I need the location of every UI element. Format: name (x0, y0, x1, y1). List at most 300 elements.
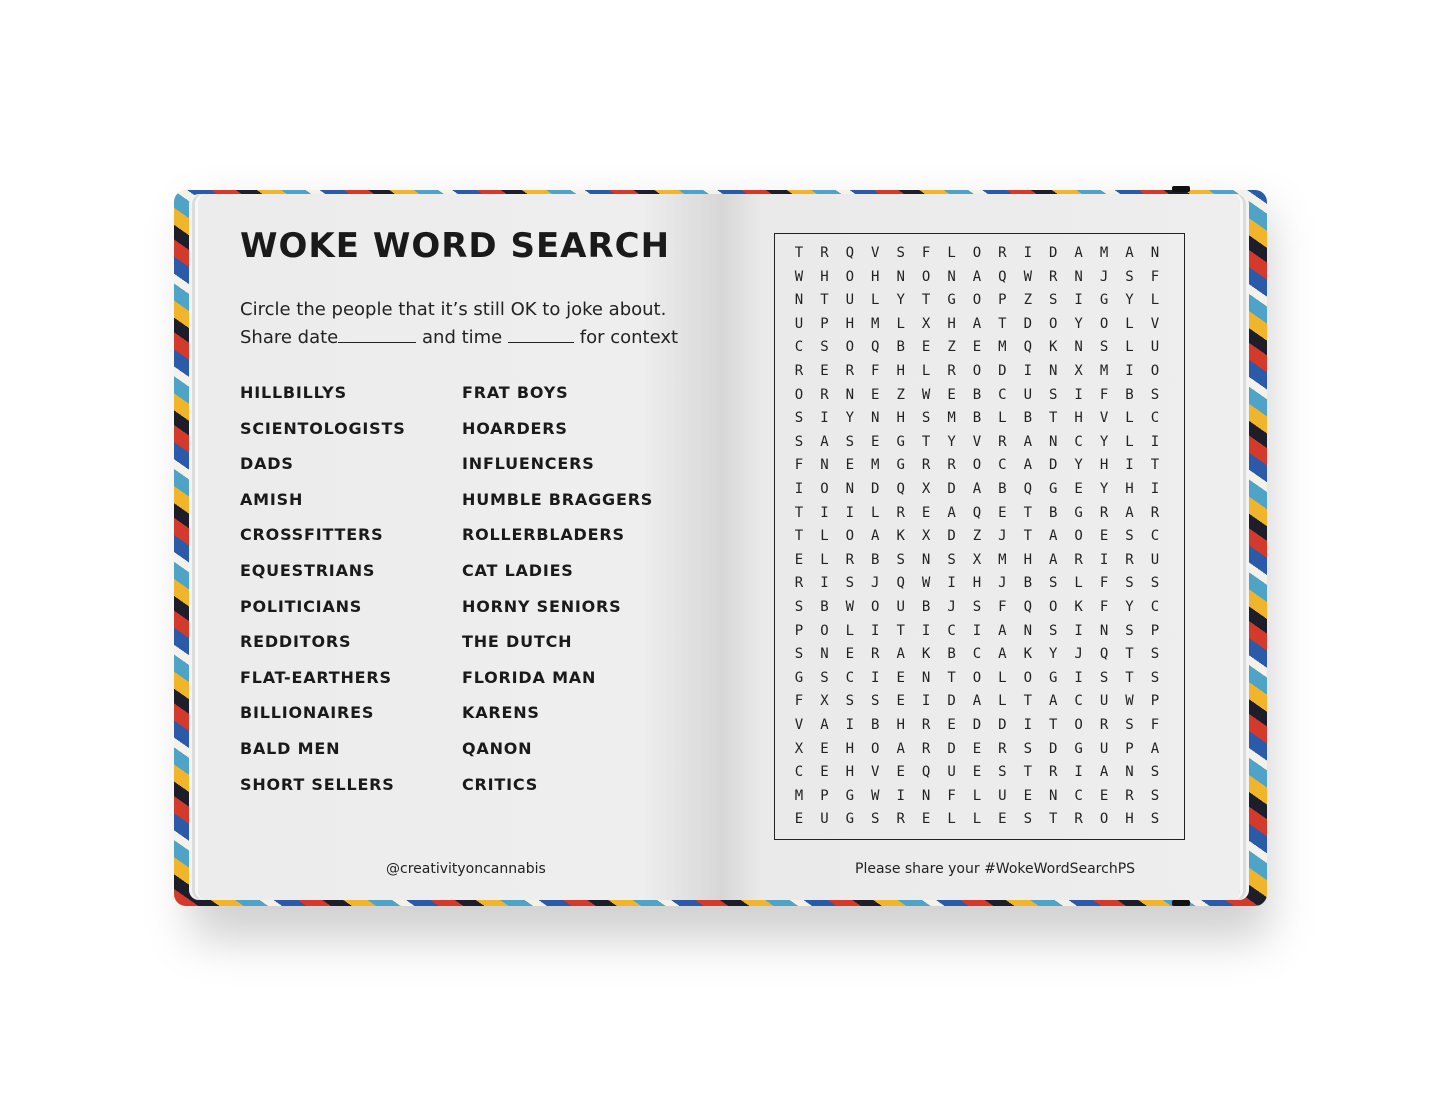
grid-letter[interactable]: U (998, 787, 1007, 804)
grid-letter[interactable]: O (972, 363, 982, 379)
grid-letter[interactable]: N (921, 787, 931, 804)
grid-letter[interactable]: D (1049, 740, 1058, 757)
grid-letter[interactable]: I (871, 669, 880, 686)
grid-letter[interactable]: U (1023, 386, 1033, 403)
grid-letter[interactable]: Y (1125, 599, 1134, 615)
grid-letter[interactable]: R (921, 717, 931, 733)
grid-letter[interactable]: B (896, 339, 905, 356)
grid-letter[interactable]: D (947, 528, 956, 545)
grid-letter[interactable]: A (972, 481, 982, 497)
grid-letter[interactable]: I (1125, 363, 1134, 379)
grid-letter[interactable]: Y (1074, 315, 1083, 332)
grid-letter[interactable]: L (1150, 292, 1160, 309)
grid-letter[interactable]: S (972, 599, 982, 615)
grid-letter[interactable]: S (1049, 292, 1058, 309)
grid-letter[interactable]: V (871, 245, 880, 261)
grid-letter[interactable]: Q (871, 339, 880, 356)
grid-letter[interactable]: S (871, 811, 880, 828)
grid-letter[interactable]: C (1074, 433, 1083, 450)
grid-letter[interactable]: O (1049, 315, 1058, 332)
grid-letter[interactable]: Q (921, 764, 931, 781)
grid-letter[interactable]: I (1074, 386, 1083, 403)
grid-letter[interactable]: Q (1099, 646, 1109, 663)
grid-letter[interactable]: T (947, 669, 956, 686)
grid-letter[interactable]: D (972, 717, 982, 733)
grid-letter[interactable]: L (896, 315, 905, 332)
grid-letter[interactable]: O (1150, 363, 1160, 379)
grid-letter[interactable]: Y (896, 292, 905, 309)
grid-letter[interactable]: E (820, 363, 829, 379)
grid-letter[interactable]: E (1074, 481, 1083, 497)
grid-letter[interactable]: F (1150, 717, 1160, 733)
grid-letter[interactable]: L (998, 410, 1007, 427)
grid-letter[interactable]: S (845, 575, 855, 592)
grid-letter[interactable]: H (845, 764, 855, 781)
grid-letter[interactable]: H (1074, 410, 1083, 427)
grid-letter[interactable]: G (1049, 669, 1058, 686)
grid-letter[interactable]: L (845, 622, 855, 639)
grid-letter[interactable]: E (972, 339, 982, 356)
grid-letter[interactable]: D (998, 363, 1007, 379)
grid-letter[interactable]: S (845, 693, 855, 710)
grid-letter[interactable]: G (896, 457, 905, 474)
grid-letter[interactable]: W (871, 787, 880, 804)
grid-letter[interactable]: O (1099, 811, 1109, 828)
grid-letter[interactable]: I (1150, 433, 1160, 450)
grid-letter[interactable]: I (921, 622, 931, 639)
grid-letter[interactable]: T (820, 292, 829, 309)
grid-letter[interactable]: U (947, 764, 956, 781)
grid-letter[interactable]: R (1125, 551, 1134, 568)
grid-letter[interactable]: S (794, 433, 804, 450)
grid-letter[interactable]: R (998, 740, 1007, 757)
grid-letter[interactable]: O (845, 268, 855, 285)
grid-letter[interactable]: T (794, 245, 804, 261)
grid-letter[interactable]: A (1074, 245, 1083, 261)
grid-letter[interactable]: O (972, 245, 982, 261)
grid-letter[interactable]: E (896, 764, 905, 781)
grid-letter[interactable]: X (794, 740, 804, 757)
grid-letter[interactable]: L (1125, 410, 1134, 427)
grid-letter[interactable]: O (845, 528, 855, 545)
grid-letter[interactable]: K (921, 646, 931, 663)
grid-letter[interactable]: N (1074, 339, 1083, 356)
grid-letter[interactable]: B (972, 386, 982, 403)
grid-letter[interactable]: R (871, 646, 880, 663)
grid-letter[interactable]: R (896, 811, 905, 828)
grid-letter[interactable]: E (871, 433, 880, 450)
grid-letter[interactable]: L (921, 363, 931, 379)
grid-letter[interactable]: M (998, 551, 1007, 568)
grid-letter[interactable]: F (794, 457, 804, 474)
grid-letter[interactable]: U (1150, 339, 1160, 356)
grid-letter[interactable]: N (947, 268, 956, 285)
grid-letter[interactable]: N (1049, 363, 1058, 379)
grid-letter[interactable]: F (794, 693, 804, 710)
grid-letter[interactable]: E (1099, 528, 1109, 545)
grid-letter[interactable]: D (1023, 315, 1033, 332)
grid-letter[interactable]: N (845, 481, 855, 497)
grid-letter[interactable]: T (921, 433, 931, 450)
grid-letter[interactable]: U (896, 599, 905, 615)
grid-letter[interactable]: D (947, 693, 956, 710)
grid-letter[interactable]: O (871, 599, 880, 615)
grid-letter[interactable]: E (921, 339, 931, 356)
grid-letter[interactable]: J (998, 575, 1007, 592)
grid-letter[interactable]: S (947, 551, 956, 568)
grid-letter[interactable]: J (947, 599, 956, 615)
grid-letter[interactable]: I (1074, 669, 1083, 686)
grid-letter[interactable]: L (947, 811, 956, 828)
grid-letter[interactable]: T (1023, 504, 1033, 521)
grid-letter[interactable]: R (947, 457, 956, 474)
grid-letter[interactable]: A (896, 740, 905, 757)
grid-letter[interactable]: S (820, 339, 829, 356)
grid-letter[interactable]: U (1099, 740, 1109, 757)
grid-letter[interactable]: S (1049, 575, 1058, 592)
grid-letter[interactable]: S (794, 410, 804, 427)
grid-letter[interactable]: N (1049, 433, 1058, 450)
grid-letter[interactable]: N (1074, 268, 1083, 285)
grid-letter[interactable]: A (1023, 433, 1033, 450)
grid-letter[interactable]: B (1125, 386, 1134, 403)
grid-letter[interactable]: E (947, 386, 956, 403)
grid-letter[interactable]: R (845, 363, 855, 379)
grid-letter[interactable]: L (820, 551, 829, 568)
grid-letter[interactable]: S (1125, 268, 1134, 285)
grid-letter[interactable]: O (1023, 669, 1033, 686)
grid-letter[interactable]: R (1074, 551, 1083, 568)
grid-letter[interactable]: K (1049, 339, 1058, 356)
grid-letter[interactable]: S (1023, 740, 1033, 757)
grid-letter[interactable]: I (820, 575, 829, 592)
grid-letter[interactable]: U (820, 811, 829, 828)
grid-letter[interactable]: W (921, 386, 931, 403)
grid-letter[interactable]: C (794, 339, 804, 356)
grid-letter[interactable]: A (820, 717, 829, 733)
grid-letter[interactable]: B (820, 599, 829, 615)
grid-letter[interactable]: P (998, 292, 1007, 309)
grid-letter[interactable]: B (1049, 504, 1058, 521)
grid-letter[interactable]: Z (947, 339, 956, 356)
grid-letter[interactable]: H (1125, 811, 1134, 828)
grid-letter[interactable]: E (820, 764, 829, 781)
grid-letter[interactable]: E (972, 740, 982, 757)
grid-letter[interactable]: E (820, 740, 829, 757)
grid-letter[interactable]: P (820, 787, 829, 804)
grid-letter[interactable]: E (998, 811, 1007, 828)
grid-letter[interactable]: J (998, 528, 1007, 545)
grid-letter[interactable]: P (794, 622, 804, 639)
grid-letter[interactable]: Y (1074, 457, 1083, 474)
grid-letter[interactable]: C (947, 622, 956, 639)
grid-letter[interactable]: I (896, 787, 905, 804)
grid-letter[interactable]: A (871, 528, 880, 545)
grid-letter[interactable]: I (1023, 717, 1033, 733)
grid-letter[interactable]: Q (1023, 481, 1033, 497)
grid-letter[interactable]: I (820, 410, 829, 427)
grid-letter[interactable]: T (1023, 528, 1033, 545)
grid-letter[interactable]: I (820, 504, 829, 521)
grid-letter[interactable]: Z (1023, 292, 1033, 309)
grid-letter[interactable]: Z (896, 386, 905, 403)
grid-letter[interactable]: G (1074, 504, 1083, 521)
grid-letter[interactable]: S (794, 599, 804, 615)
grid-letter[interactable]: G (845, 811, 855, 828)
grid-letter[interactable]: H (972, 575, 982, 592)
grid-letter[interactable]: C (1150, 410, 1160, 427)
grid-letter[interactable]: N (921, 669, 931, 686)
grid-letter[interactable]: G (845, 787, 855, 804)
grid-letter[interactable]: V (1150, 315, 1160, 332)
grid-letter[interactable]: I (845, 717, 855, 733)
grid-letter[interactable]: T (921, 292, 931, 309)
grid-letter[interactable]: R (1099, 717, 1109, 733)
grid-letter[interactable]: O (972, 457, 982, 474)
grid-letter[interactable]: W (794, 268, 804, 285)
grid-letter[interactable]: J (871, 575, 880, 592)
grid-letter[interactable]: L (1125, 339, 1134, 356)
grid-letter[interactable]: R (820, 245, 829, 261)
grid-letter[interactable]: H (1099, 457, 1109, 474)
grid-letter[interactable]: H (1023, 551, 1033, 568)
grid-letter[interactable]: S (1150, 811, 1160, 828)
grid-letter[interactable]: L (871, 504, 880, 521)
grid-letter[interactable]: C (794, 764, 804, 781)
grid-letter[interactable]: S (1150, 764, 1160, 781)
grid-letter[interactable]: A (947, 504, 956, 521)
grid-letter[interactable]: C (998, 457, 1007, 474)
grid-letter[interactable]: A (896, 646, 905, 663)
grid-letter[interactable]: Q (972, 504, 982, 521)
grid-letter[interactable]: N (1023, 622, 1033, 639)
grid-letter[interactable]: L (820, 528, 829, 545)
grid-letter[interactable]: D (947, 481, 956, 497)
grid-letter[interactable]: U (1150, 551, 1160, 568)
grid-letter[interactable]: B (1023, 575, 1033, 592)
grid-letter[interactable]: L (1125, 433, 1134, 450)
grid-letter[interactable]: F (871, 363, 880, 379)
grid-letter[interactable]: N (1099, 622, 1109, 639)
grid-letter[interactable]: G (947, 292, 956, 309)
grid-letter[interactable]: Q (1023, 339, 1033, 356)
grid-letter[interactable]: E (921, 811, 931, 828)
grid-letter[interactable]: A (1049, 693, 1058, 710)
grid-letter[interactable]: F (921, 245, 931, 261)
grid-letter[interactable]: O (921, 268, 931, 285)
grid-letter[interactable]: F (1150, 268, 1160, 285)
grid-letter[interactable]: R (794, 575, 804, 592)
grid-letter[interactable]: O (1074, 528, 1083, 545)
grid-letter[interactable]: L (998, 693, 1007, 710)
grid-letter[interactable]: I (1023, 245, 1033, 261)
grid-letter[interactable]: F (1099, 575, 1109, 592)
grid-letter[interactable]: N (820, 646, 829, 663)
grid-letter[interactable]: S (820, 669, 829, 686)
grid-letter[interactable]: W (1023, 268, 1033, 285)
grid-letter[interactable]: M (947, 410, 956, 427)
grid-letter[interactable]: Z (972, 528, 982, 545)
grid-letter[interactable]: N (820, 457, 829, 474)
grid-letter[interactable]: C (1074, 693, 1083, 710)
grid-letter[interactable]: Y (1099, 433, 1109, 450)
grid-letter[interactable]: Q (1023, 599, 1033, 615)
grid-letter[interactable]: E (998, 504, 1007, 521)
grid-letter[interactable]: H (896, 410, 905, 427)
grid-letter[interactable]: R (896, 504, 905, 521)
grid-letter[interactable]: T (1125, 669, 1134, 686)
grid-letter[interactable]: R (998, 433, 1007, 450)
grid-letter[interactable]: R (794, 363, 804, 379)
grid-letter[interactable]: S (1099, 669, 1109, 686)
grid-letter[interactable]: S (1099, 339, 1109, 356)
grid-letter[interactable]: A (820, 433, 829, 450)
grid-letter[interactable]: I (921, 693, 931, 710)
grid-letter[interactable]: A (1125, 245, 1134, 261)
grid-letter[interactable]: A (1049, 551, 1058, 568)
grid-letter[interactable]: C (1150, 599, 1160, 615)
grid-letter[interactable]: X (921, 481, 931, 497)
grid-letter[interactable]: A (998, 646, 1007, 663)
grid-letter[interactable]: T (794, 528, 804, 545)
grid-letter[interactable]: O (972, 292, 982, 309)
grid-letter[interactable]: D (947, 740, 956, 757)
grid-letter[interactable]: G (794, 669, 804, 686)
grid-letter[interactable]: L (1074, 575, 1083, 592)
grid-letter[interactable]: I (1150, 481, 1160, 497)
grid-letter[interactable]: N (1125, 764, 1134, 781)
grid-letter[interactable]: S (1150, 787, 1160, 804)
grid-letter[interactable]: B (998, 481, 1007, 497)
grid-letter[interactable]: T (1125, 646, 1134, 663)
grid-letter[interactable]: J (1074, 646, 1083, 663)
grid-letter[interactable]: S (1049, 622, 1058, 639)
grid-letter[interactable]: S (1125, 717, 1134, 733)
grid-letter[interactable]: T (1150, 457, 1160, 474)
grid-letter[interactable]: D (1049, 457, 1058, 474)
grid-letter[interactable]: E (896, 693, 905, 710)
grid-letter[interactable]: I (1074, 292, 1083, 309)
grid-letter[interactable]: I (794, 481, 804, 497)
grid-letter[interactable]: S (921, 410, 931, 427)
grid-letter[interactable]: S (896, 551, 905, 568)
grid-letter[interactable]: N (794, 292, 804, 309)
grid-letter[interactable]: S (1150, 386, 1160, 403)
grid-letter[interactable]: H (896, 717, 905, 733)
grid-letter[interactable]: E (1099, 787, 1109, 804)
grid-letter[interactable]: I (1074, 764, 1083, 781)
grid-letter[interactable]: H (947, 315, 956, 332)
grid-letter[interactable]: P (820, 315, 829, 332)
grid-letter[interactable]: M (871, 315, 880, 332)
grid-letter[interactable]: M (1099, 245, 1109, 261)
grid-letter[interactable]: X (921, 528, 931, 545)
grid-letter[interactable]: S (871, 693, 880, 710)
grid-letter[interactable]: R (1074, 811, 1083, 828)
grid-letter[interactable]: O (1049, 599, 1058, 615)
grid-letter[interactable]: A (972, 693, 982, 710)
grid-letter[interactable]: U (794, 315, 804, 332)
grid-letter[interactable]: Q (896, 575, 905, 592)
grid-letter[interactable]: X (1074, 363, 1083, 379)
grid-letter[interactable]: A (972, 268, 982, 285)
grid-letter[interactable]: C (972, 646, 982, 663)
grid-letter[interactable]: G (896, 433, 905, 450)
grid-letter[interactable]: B (972, 410, 982, 427)
grid-letter[interactable]: A (1150, 740, 1160, 757)
grid-letter[interactable]: C (1150, 528, 1160, 545)
grid-letter[interactable]: R (947, 363, 956, 379)
grid-letter[interactable]: P (1125, 740, 1134, 757)
grid-letter[interactable]: L (972, 811, 982, 828)
grid-letter[interactable]: T (1023, 764, 1033, 781)
grid-letter[interactable]: S (1150, 669, 1160, 686)
grid-letter[interactable]: L (871, 292, 880, 309)
grid-letter[interactable]: W (921, 575, 931, 592)
grid-letter[interactable]: O (871, 740, 880, 757)
grid-letter[interactable]: S (1150, 575, 1160, 592)
grid-letter[interactable]: W (845, 599, 855, 615)
grid-letter[interactable]: Y (1125, 292, 1134, 309)
grid-letter[interactable]: E (845, 646, 855, 663)
grid-letter[interactable]: A (1125, 504, 1134, 521)
grid-letter[interactable]: N (845, 386, 855, 403)
grid-letter[interactable]: H (871, 268, 880, 285)
grid-letter[interactable]: I (1125, 457, 1134, 474)
grid-letter[interactable]: V (871, 764, 880, 781)
grid-letter[interactable]: R (1125, 787, 1134, 804)
grid-letter[interactable]: F (947, 787, 956, 804)
grid-letter[interactable]: Y (845, 410, 855, 427)
grid-letter[interactable]: F (998, 599, 1007, 615)
grid-letter[interactable]: D (998, 717, 1007, 733)
grid-letter[interactable]: L (972, 787, 982, 804)
grid-letter[interactable]: E (794, 811, 804, 828)
grid-letter[interactable]: T (1049, 717, 1058, 733)
grid-letter[interactable]: Q (998, 268, 1007, 285)
grid-letter[interactable]: R (921, 740, 931, 757)
grid-letter[interactable]: M (998, 339, 1007, 356)
grid-letter[interactable]: R (820, 386, 829, 403)
grid-letter[interactable]: B (947, 646, 956, 663)
grid-letter[interactable]: H (820, 268, 829, 285)
grid-letter[interactable]: S (1125, 622, 1134, 639)
grid-letter[interactable]: V (794, 717, 804, 733)
grid-letter[interactable]: B (871, 717, 880, 733)
grid-letter[interactable]: S (998, 764, 1007, 781)
grid-letter[interactable]: E (1023, 787, 1033, 804)
grid-letter[interactable]: Y (1099, 481, 1109, 497)
grid-letter[interactable]: O (820, 622, 829, 639)
grid-letter[interactable]: M (871, 457, 880, 474)
grid-letter[interactable]: D (871, 481, 880, 497)
grid-letter[interactable]: H (1125, 481, 1134, 497)
grid-letter[interactable]: U (845, 292, 855, 309)
grid-letter[interactable]: P (1150, 693, 1160, 710)
grid-letter[interactable]: V (1099, 410, 1109, 427)
grid-letter[interactable]: I (845, 504, 855, 521)
grid-letter[interactable]: I (947, 575, 956, 592)
grid-letter[interactable]: N (871, 410, 880, 427)
grid-letter[interactable]: U (1099, 693, 1109, 710)
grid-letter[interactable]: O (794, 386, 804, 403)
grid-letter[interactable]: T (1049, 811, 1058, 828)
grid-letter[interactable]: C (998, 386, 1007, 403)
grid-letter[interactable]: E (972, 764, 982, 781)
grid-letter[interactable]: H (896, 363, 905, 379)
grid-letter[interactable]: N (896, 268, 905, 285)
grid-letter[interactable]: Y (1049, 646, 1058, 663)
